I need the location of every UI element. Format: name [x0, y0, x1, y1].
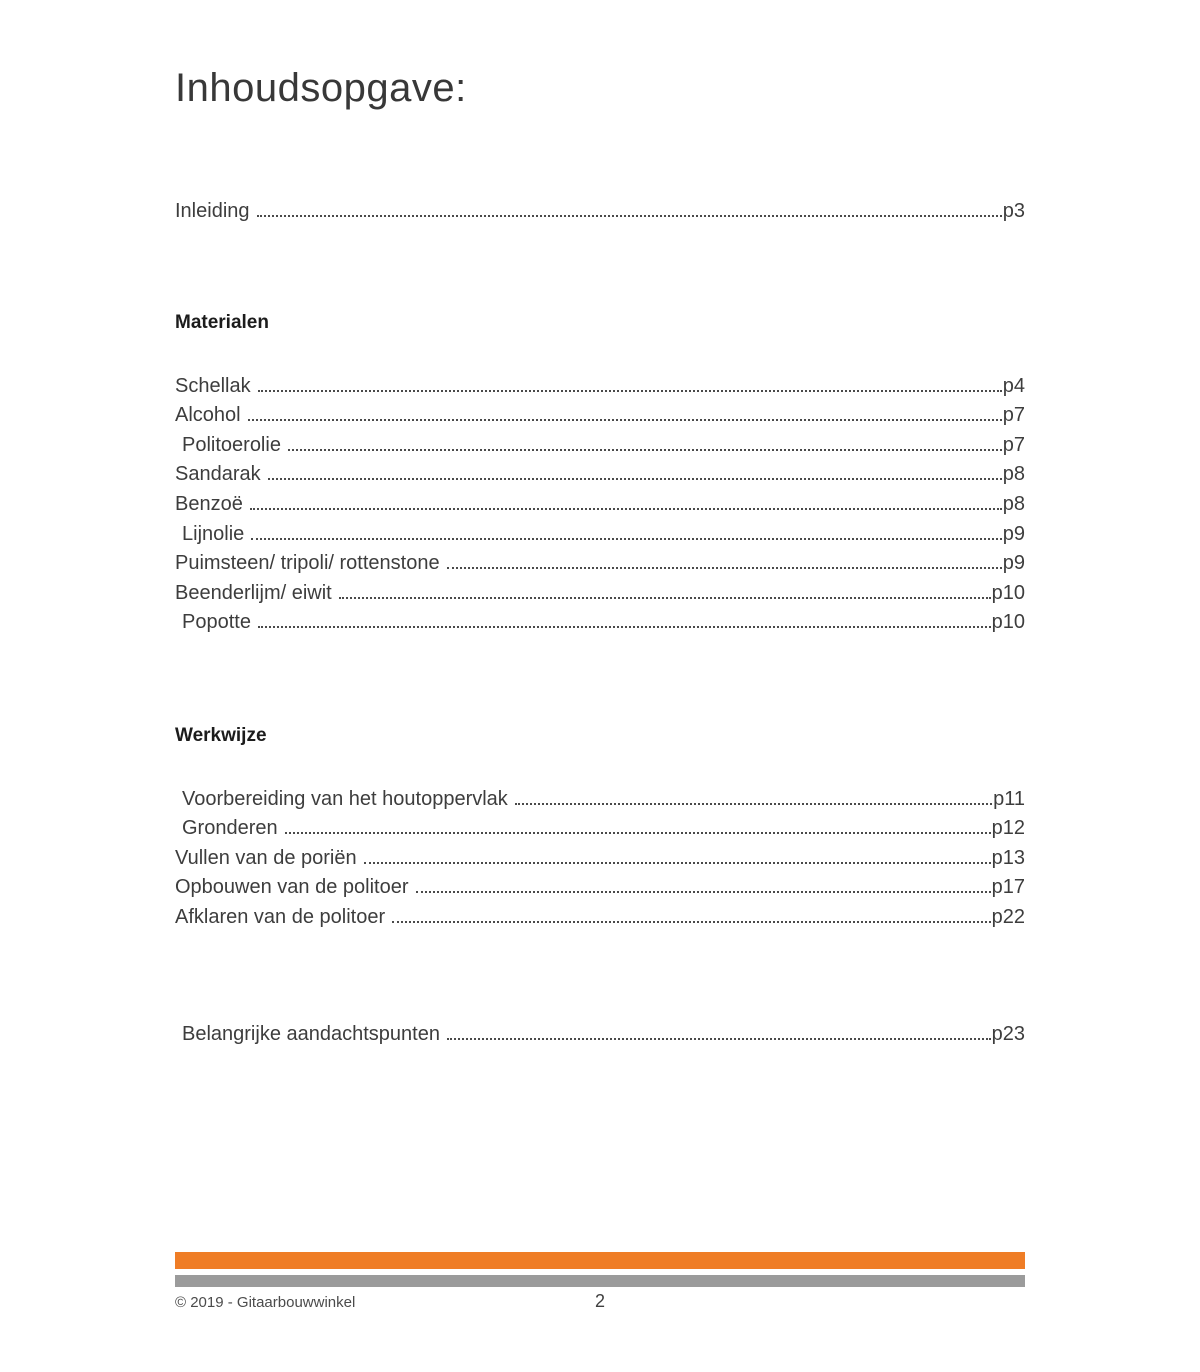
toc-entry-label: Schellak [175, 374, 251, 397]
toc-entry-page: p9 [1002, 522, 1025, 545]
footer-gray-bar [175, 1275, 1025, 1287]
toc-entry-opbouwen [175, 870, 1025, 900]
dot-leader [285, 832, 991, 834]
toc-entry-page: p3 [1002, 199, 1025, 222]
toc-entry-beenderlijm [175, 575, 1025, 605]
toc-entry-label: Politoerolie [182, 433, 281, 456]
dot-leader [416, 891, 991, 893]
toc-entry-page: p12 [991, 817, 1025, 840]
toc-entry-benzoe [175, 486, 1025, 516]
toc-entry-label: Afklaren van de politoer [175, 905, 386, 928]
footer-page-number: 2 [594, 1291, 605, 1311]
toc-entry-label: Belangrijke aandachtspunten [182, 1022, 440, 1045]
toc-entry-label: Beenderlijm/ eiwit [175, 581, 332, 604]
toc-entry-lijnolie [175, 516, 1025, 546]
footer-accent-bar [175, 1252, 1025, 1269]
toc-entry-alcohol [175, 398, 1025, 428]
dot-leader [447, 567, 1002, 569]
section-heading-materialen: Materialen [175, 312, 269, 333]
toc-entry-page: p4 [1002, 374, 1025, 397]
toc-entry-page: p11 [993, 787, 1025, 810]
toc-entry-page: p23 [991, 1022, 1025, 1045]
toc-entry-label: Puimsteen/ tripoli/ rottenstone [175, 552, 440, 575]
dot-leader [251, 538, 1001, 540]
dot-leader [364, 862, 991, 864]
dot-leader [258, 626, 991, 628]
dot-leader [447, 1038, 991, 1040]
toc-entry-label: Benzoë [175, 492, 243, 515]
toc-entry-page: p22 [991, 905, 1025, 928]
page-title: Inhoudsopgave: [175, 66, 467, 110]
toc-entry-aandachtspunten [175, 1016, 1025, 1046]
toc-entry-label: Vullen van de poriën [175, 846, 357, 869]
toc-entry-label: Opbouwen van de politoer [175, 876, 409, 899]
toc-entry-label: Inleiding [175, 199, 250, 222]
toc-entry-page: p7 [1002, 404, 1025, 427]
dot-leader [258, 390, 1002, 392]
toc-entry-label: Gronderen [182, 817, 278, 840]
dot-leader [288, 449, 1002, 451]
dot-leader [339, 597, 991, 599]
dot-leader [248, 419, 1002, 421]
toc-entry-afklaren [175, 899, 1025, 929]
toc-entry-puimsteen [175, 546, 1025, 576]
toc-entry-label: Sandarak [175, 463, 261, 486]
toc-entry-label: Voorbereiding van het houtoppervlak [182, 787, 508, 810]
toc-entry-page: p13 [991, 846, 1025, 869]
toc-entry-page: p8 [1002, 463, 1025, 486]
toc-entry-label: Alcohol [175, 404, 241, 427]
toc-entry-page: p8 [1002, 492, 1025, 515]
section-heading-werkwijze: Werkwijze [175, 725, 267, 746]
toc-entry-popotte [175, 605, 1025, 635]
toc-entry-page: p10 [991, 611, 1025, 634]
toc-entry-page: p9 [1002, 552, 1025, 575]
toc-entry-politoerolie [175, 427, 1025, 457]
toc-entry-voorbereiding [175, 781, 1025, 811]
toc-entry-label: Popotte [182, 611, 251, 634]
toc-entry-schellak [175, 368, 1025, 398]
dot-leader [250, 508, 1002, 510]
dot-leader [515, 803, 992, 805]
toc-entry-label: Lijnolie [182, 522, 245, 545]
toc-group-materialen [175, 368, 1025, 634]
toc-entry-page: p7 [1002, 433, 1025, 456]
toc-entry-sandarak [175, 457, 1025, 487]
footer-copyright: © 2019 - Gitaarbouwwinkel [175, 1294, 356, 1311]
dot-leader [257, 215, 1002, 217]
dot-leader [268, 478, 1002, 480]
toc-group-werkwijze [175, 781, 1025, 929]
toc-entry-inleiding [175, 193, 1025, 223]
toc-entry-gronderen [175, 811, 1025, 841]
toc-entry-page: p17 [991, 876, 1025, 899]
dot-leader [392, 921, 990, 923]
toc-entry-page: p10 [991, 581, 1025, 604]
toc-entry-vullen [175, 840, 1025, 870]
